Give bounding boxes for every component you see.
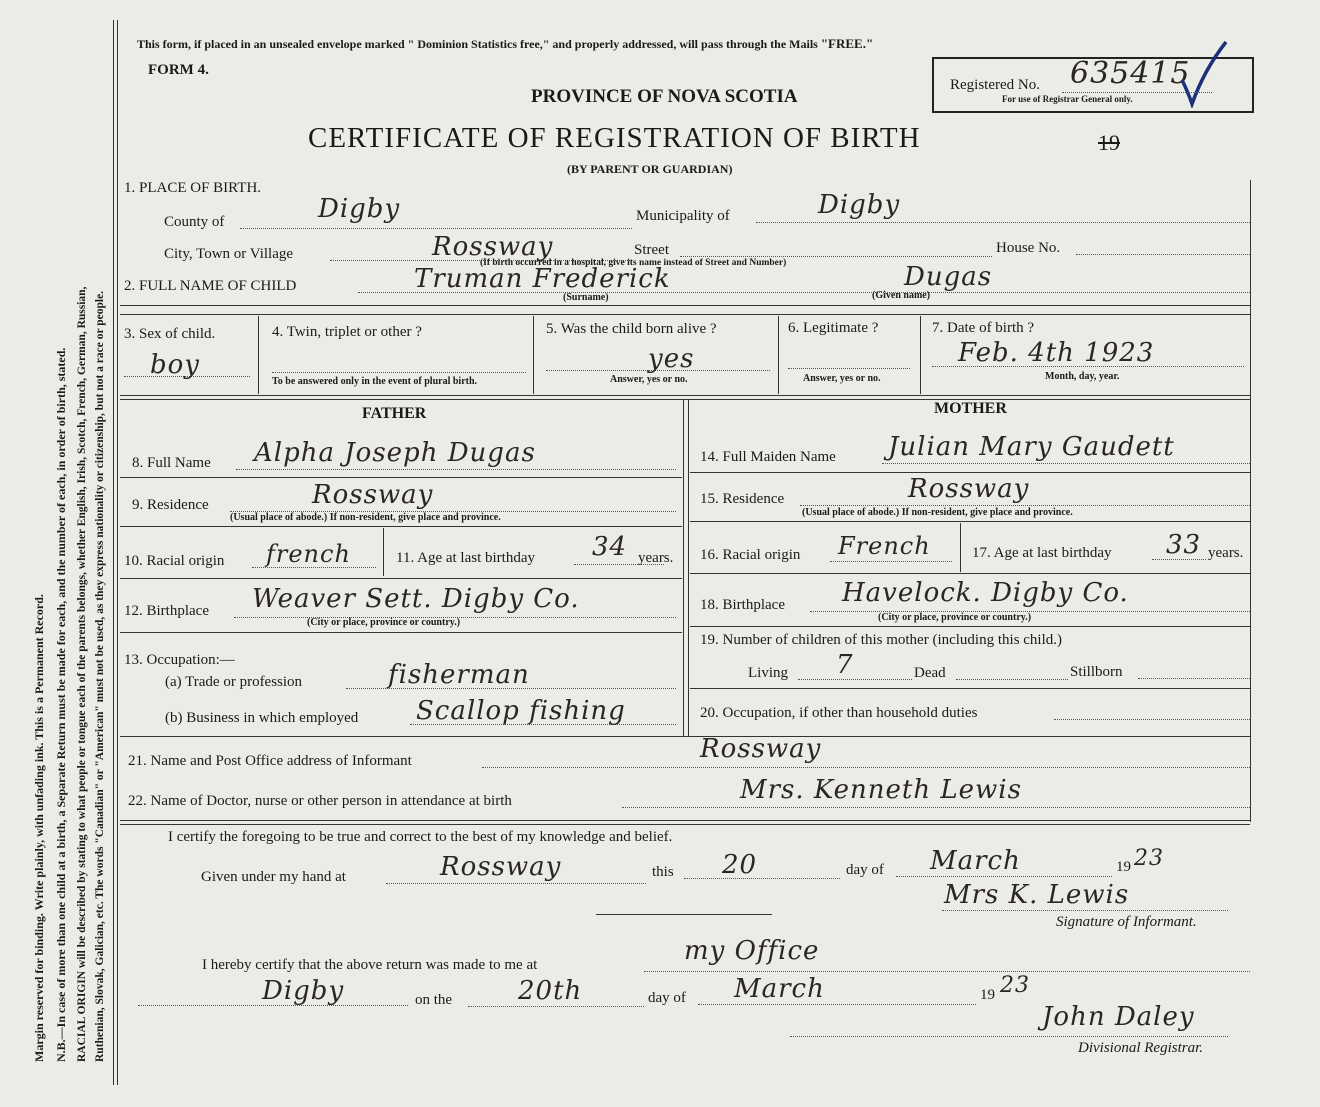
father-age-value: 34	[592, 532, 628, 562]
father-name-rule	[236, 469, 676, 470]
margin-note-4: Ruthenian, Slovak, Galician, etc. The words "Canadian" or "American" must not be used, as they express nationality or citizenship, but not a race or people.	[94, 290, 106, 1062]
col-divider-2	[688, 400, 689, 736]
business-label: (b) Business in which employed	[165, 710, 359, 726]
father-birthplace-note: (City or place, province or country.)	[307, 617, 461, 628]
mother-residence-value: Rossway	[908, 474, 1030, 504]
mother-name-label: 14. Full Maiden Name	[700, 449, 836, 465]
mother-age-label: 17. Age at last birthday	[972, 545, 1112, 561]
children-label: 19. Number of children of this mother (including this child.)	[700, 632, 1063, 648]
year-prefix: 19	[1116, 859, 1131, 875]
county-value: Digby	[318, 194, 401, 224]
county-rule	[240, 228, 632, 229]
trade-value: fisherman	[388, 660, 530, 690]
street-rule	[680, 256, 992, 257]
dob-value: Feb. 4th 1923	[958, 338, 1155, 368]
rule-f4	[120, 632, 682, 633]
dead-rule	[956, 679, 1068, 680]
reg-day-value: 20th	[518, 976, 583, 1006]
margin-note-3: RACIAL ORIGIN will be described by stating to what people or tongue each of the parents belongs, whether English, Irish, Scotch, French, German, Russian,	[76, 286, 88, 1062]
legitimate-note: Answer, yes or no.	[803, 373, 881, 384]
father-residence-note: (Usual place of abode.) If non-resident, give place and province.	[230, 512, 501, 523]
municipality-label: Municipality of	[636, 208, 730, 224]
mother-name-rule	[882, 463, 1250, 464]
sex-label: 3. Sex of child.	[124, 326, 216, 342]
registered-label: Registered No.	[950, 77, 1040, 93]
mother-occupation-rule	[1054, 719, 1250, 720]
child-given-value: Truman Frederick	[414, 264, 671, 294]
rule-m4	[690, 626, 1250, 627]
month-rule	[896, 876, 1112, 877]
doctor-label: 22. Name of Doctor, nurse or other person in attendance at birth	[128, 793, 512, 809]
occupation-label: 13. Occupation:—	[124, 652, 235, 668]
div-5	[778, 316, 779, 394]
day-value: 20	[722, 850, 758, 880]
father-heading: FATHER	[362, 405, 427, 422]
day-of-label: day of	[846, 862, 884, 878]
day-rule	[684, 878, 840, 879]
stillborn-label: Stillborn	[1070, 664, 1123, 680]
twin-label: 4. Twin, triplet or other ?	[272, 324, 422, 340]
margin-note-1: Margin reserved for binding. Write plainly, with unfading ink. This is a Permanent Record.	[32, 594, 46, 1062]
legitimate-label: 6. Legitimate ?	[788, 320, 879, 336]
house-rule	[1076, 254, 1250, 255]
div-10-11	[383, 528, 384, 576]
reg-at-value: my Office	[684, 936, 820, 966]
house-label: House No.	[996, 240, 1061, 256]
margin-rule	[113, 20, 114, 1085]
rule-m5	[690, 688, 1250, 689]
div-3	[258, 316, 259, 394]
reg-year-value: 23	[1000, 973, 1030, 998]
reg-month-value: March	[734, 974, 825, 1004]
father-race-label: 10. Racial origin	[124, 553, 225, 569]
div-6	[920, 316, 921, 394]
rule-e	[120, 736, 1250, 737]
mail-note: This form, if placed in an unsealed envelope marked " Dominion Statistics free," and properly addressed, will pass through the Mails "FREE."	[137, 36, 874, 51]
check-mark-icon	[1180, 40, 1230, 113]
informant-rule	[482, 767, 1250, 768]
reg-month-rule	[698, 1004, 976, 1005]
rule-f2	[120, 526, 682, 527]
mother-birthplace-label: 18. Birthplace	[700, 597, 785, 613]
reg-day-rule	[468, 1006, 644, 1007]
short-rule	[596, 914, 772, 915]
registrar-statement: I hereby certify that the above return was made to me at	[202, 957, 538, 973]
mother-race-rule	[830, 561, 952, 562]
mother-birthplace-note: (City or place, province or country.)	[878, 612, 1032, 623]
mother-age-value: 33	[1166, 530, 1202, 560]
rule-f1	[120, 477, 682, 478]
city-label: City, Town or Village	[164, 246, 294, 262]
father-years-label: years.	[638, 550, 674, 566]
registrar-use-note: For use of Registrar General only.	[1002, 94, 1133, 104]
surname-caption: (Surname)	[563, 292, 609, 303]
informant-value: Rossway	[700, 734, 822, 764]
business-value: Scallop fishing	[416, 696, 626, 726]
father-residence-label: 9. Residence	[132, 497, 209, 513]
county-label: County of	[164, 214, 225, 230]
certificate-title: CERTIFICATE OF REGISTRATION OF BIRTH	[308, 122, 921, 154]
twin-note: To be answered only in the event of plural birth.	[272, 376, 478, 387]
form-number: FORM 4.	[148, 62, 209, 78]
rule-f	[120, 820, 1250, 821]
struck-year: 19	[1098, 130, 1120, 155]
col-divider	[683, 400, 684, 736]
dob-label: 7. Date of birth ?	[932, 320, 1035, 336]
sex-value: boy	[150, 350, 200, 380]
right-border	[1250, 180, 1251, 822]
informant-signature: Mrs K. Lewis	[944, 880, 1130, 910]
child-name-label: 2. FULL NAME OF CHILD	[124, 278, 297, 294]
registrar-rule	[790, 1036, 1228, 1037]
mother-years-label: years.	[1208, 545, 1244, 561]
registered-number: 635415	[1070, 56, 1191, 91]
rule-a	[120, 305, 1250, 306]
rule-b	[120, 314, 1250, 315]
div-4	[533, 316, 534, 394]
certificate-subtitle: (BY PARENT OR GUARDIAN)	[567, 162, 733, 176]
registrar-signature: John Daley	[1042, 1002, 1195, 1032]
mother-residence-note: (Usual place of abode.) If non-resident, give place and province.	[802, 507, 1073, 518]
father-race-value: french	[266, 540, 351, 568]
living-value: 7	[836, 650, 854, 680]
informant-label: 21. Name and Post Office address of Informant	[128, 753, 412, 769]
margin-note-2: N.B.—In case of more than one child at a birth, a Separate Return must be made for each, and the number of each, in order of birth, stated.	[54, 347, 68, 1062]
year-value: 23	[1134, 846, 1164, 871]
father-name-value: Alpha Joseph Dugas	[254, 438, 536, 468]
place-of-birth-label: 1. PLACE OF BIRTH.	[124, 180, 262, 196]
father-name-label: 8. Full Name	[132, 455, 211, 471]
given-name-caption: (Given name)	[872, 290, 931, 301]
given-at-rule	[386, 883, 646, 884]
given-at-label: Given under my hand at	[201, 869, 346, 885]
province-heading: PROVINCE OF NOVA SCOTIA	[531, 86, 798, 107]
alive-label: 5. Was the child born alive ?	[546, 321, 717, 337]
living-rule	[798, 679, 912, 680]
mother-occupation-label: 20. Occupation, if other than household duties	[700, 705, 978, 721]
city-value: Rossway	[432, 232, 554, 262]
on-the-label: on the	[415, 992, 453, 1008]
rule-c	[120, 395, 1250, 396]
dead-label: Dead	[914, 665, 946, 681]
rule-g	[120, 824, 1250, 825]
stillborn-rule	[1138, 678, 1250, 679]
mother-residence-label: 15. Residence	[700, 491, 785, 507]
doctor-value: Mrs. Kenneth Lewis	[740, 775, 1022, 805]
signature-caption: Signature of Informant.	[1056, 914, 1197, 930]
given-at-value: Rossway	[440, 852, 562, 882]
reg-place-value: Digby	[262, 976, 345, 1006]
rule-m1	[690, 472, 1250, 473]
alive-value: yes	[648, 344, 695, 374]
father-birthplace-value: Weaver Sett. Digby Co.	[252, 584, 580, 614]
mother-birthplace-value: Havelock. Digby Co.	[842, 578, 1129, 608]
mother-race-value: French	[838, 532, 931, 560]
twin-rule	[272, 372, 526, 373]
this-label: this	[652, 864, 674, 880]
child-surname-value: Dugas	[904, 262, 993, 292]
registrar-caption: Divisional Registrar.	[1078, 1040, 1204, 1056]
father-birthplace-label: 12. Birthplace	[124, 603, 209, 619]
mother-race-label: 16. Racial origin	[700, 547, 801, 563]
trade-label: (a) Trade or profession	[165, 674, 303, 690]
rule-f3	[120, 578, 682, 579]
mother-residence-rule	[800, 505, 1250, 506]
municipality-value: Digby	[818, 190, 901, 220]
certify-statement: I certify the foregoing to be true and correct to the best of my knowledge and belief.	[168, 829, 673, 845]
street-note: (If birth occurred in a hospital, give its name instead of Street and Number)	[480, 258, 787, 268]
reg-year-prefix: 19	[980, 987, 995, 1003]
father-residence-value: Rossway	[312, 480, 434, 510]
reg-at-rule	[644, 971, 1250, 972]
mother-name-value: Julian Mary Gaudett	[888, 432, 1175, 462]
rule-d	[120, 399, 1250, 400]
div-16-17	[960, 523, 961, 572]
rule-m2	[690, 521, 1250, 522]
father-age-label: 11. Age at last birthday	[396, 550, 535, 566]
reg-day-of-label: day of	[648, 990, 686, 1006]
dob-note: Month, day, year.	[1045, 371, 1120, 382]
registered-rule	[1062, 92, 1212, 93]
street-label: Street	[634, 242, 669, 258]
living-label: Living	[748, 665, 788, 681]
signature-rule	[942, 910, 1228, 911]
margin-rule-2	[117, 20, 118, 1085]
rule-m3	[690, 573, 1250, 574]
alive-note: Answer, yes or no.	[610, 374, 688, 385]
month-value: March	[930, 846, 1021, 876]
municipality-rule	[756, 222, 1250, 223]
legitimate-rule	[788, 368, 910, 369]
mother-heading: MOTHER	[934, 400, 1007, 417]
doctor-rule	[622, 807, 1250, 808]
